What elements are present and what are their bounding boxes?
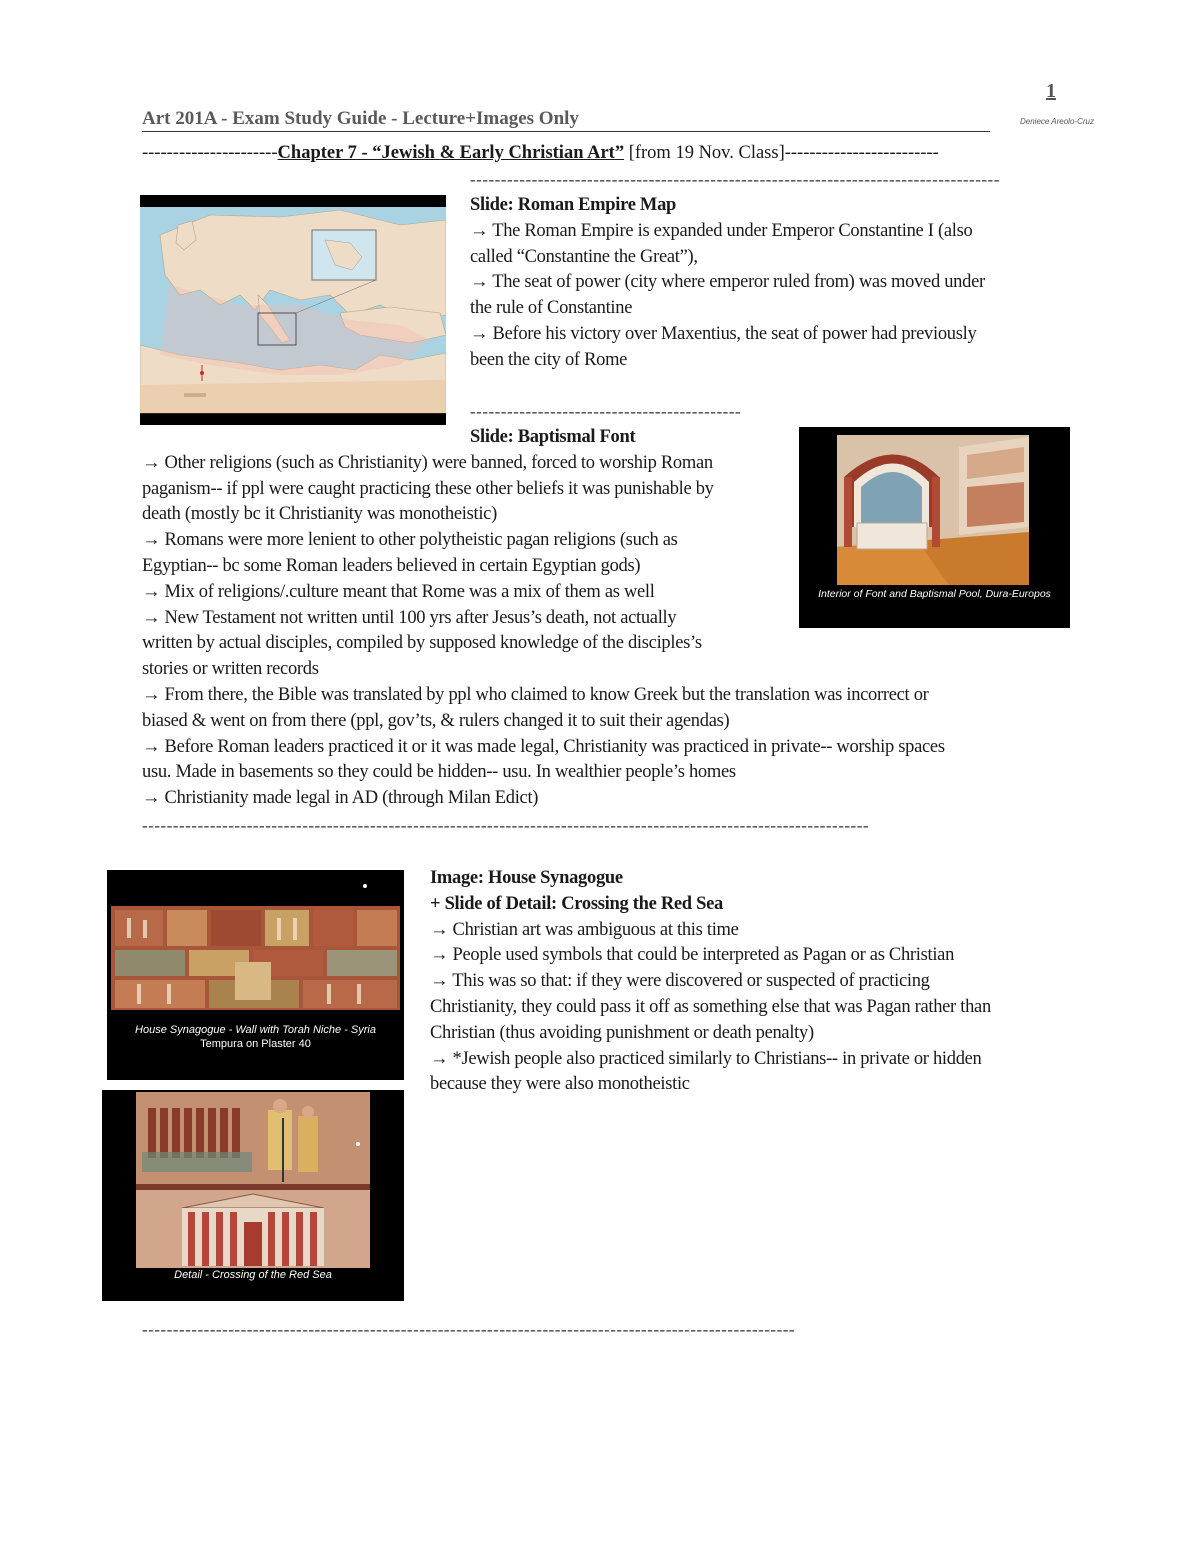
chapter-title: Chapter 7 - “Jewish & Early Christian Art” xyxy=(277,143,625,163)
separator-2: -------------------------------------------- xyxy=(470,402,742,421)
text-line: → Other religions (such as Christianity) were banned, forced to worship Roman xyxy=(142,452,713,473)
text-line: usu. Made in basements so they could be hidden-- usu. In wealthier people’s homes xyxy=(142,762,736,783)
text-line: written by actual disciples, compiled by supposed knowledge of the disciples’s xyxy=(142,633,702,654)
text-line: → Romans were more lenient to other polytheistic pagan religions (such as xyxy=(142,530,678,551)
baptismal-font-caption: Interior of Font and Baptismal Pool, Dura-Europos xyxy=(818,588,1051,600)
house-synagogue-caption-line1: House Synagogue - Wall with Torah Niche - Syria xyxy=(135,1024,376,1036)
text-line: → The seat of power (city where emperor ruled from) was moved under xyxy=(470,272,985,293)
text-line: → From there, the Bible was translated by ppl who claimed to know Greek but the translation was incorrect or xyxy=(142,684,929,705)
separator-1: -------------------------------------------------------------------------------------- xyxy=(470,170,1000,189)
heading-crossing-red-sea: + Slide of Detail: Crossing the Red Sea xyxy=(430,893,723,914)
crossing-red-sea-caption: Detail - Crossing of the Red Sea xyxy=(174,1269,332,1281)
text-line: called “Constantine the Great”), xyxy=(470,246,698,267)
document-title: Art 201A - Exam Study Guide - Lecture+Images Only xyxy=(142,107,990,132)
section-house-synagogue xyxy=(430,866,991,1098)
chapter-line xyxy=(142,141,939,166)
text-line: death (mostly bc it Christianity was monotheistic) xyxy=(142,504,497,525)
text-line: been the city of Rome xyxy=(470,349,628,370)
text-line: → People used symbols that could be interpreted as Pagan or as Christian xyxy=(430,945,955,966)
text-line: → Before his victory over Maxentius, the seat of power had previously xyxy=(470,323,977,344)
text-line: stories or written records xyxy=(142,659,319,680)
author-signature: Deniece Areolo-Cruz xyxy=(1020,117,1094,126)
house-synagogue-caption-line2: Tempura on Plaster 40 xyxy=(200,1038,311,1050)
roman-empire-map-image xyxy=(140,195,446,425)
text-line: → New Testament not written until 100 yrs after Jesus’s death, not actually xyxy=(142,607,677,628)
text-line: because they were also monotheistic xyxy=(430,1074,690,1095)
section-baptismal-font xyxy=(142,425,945,812)
page-number: 1 xyxy=(1046,80,1056,102)
heading-house-synagogue: Image: House Synagogue xyxy=(430,868,623,888)
section-map xyxy=(470,193,985,374)
chapter-dash-prefix: ---------------------- xyxy=(142,143,278,163)
separator-3: ---------------------------------------------------------------------------------------------------------------------- xyxy=(142,816,870,835)
separator-4: ---------------------------------------------------------------------------------------------------------- xyxy=(142,1320,796,1339)
text-line: Christianity, they could pass it off as something else that was Pagan rather than xyxy=(430,996,991,1017)
crossing-red-sea-image xyxy=(102,1090,404,1301)
text-line: → Mix of religions/.culture meant that Rome was a mix of them as well xyxy=(142,581,655,602)
text-line: → *Jewish people also practiced similarly to Christians-- in private or hidden xyxy=(430,1048,982,1069)
text-line: → Christian art was ambiguous at this time xyxy=(430,919,739,940)
chapter-dash-suffix: ------------------------- xyxy=(784,143,939,163)
text-line: → This was so that: if they were discovered or suspected of practicing xyxy=(430,971,930,992)
text-line: biased & went on from there (ppl, gov’ts, & rulers changed it to suit their agendas) xyxy=(142,710,730,731)
text-line: Christian (thus avoiding punishment or death penalty) xyxy=(430,1022,814,1043)
text-line: → Christianity made legal in AD (through Milan Edict) xyxy=(142,788,539,809)
text-line: Egyptian-- bc some Roman leaders believed in certain Egyptian gods) xyxy=(142,555,641,576)
text-line: → The Roman Empire is expanded under Emperor Constantine I (also xyxy=(470,220,973,241)
text-line: the rule of Constantine xyxy=(470,298,633,319)
heading-baptismal-font: Slide: Baptismal Font xyxy=(470,427,636,447)
heading-roman-empire-map: Slide: Roman Empire Map xyxy=(470,195,677,215)
chapter-note: [from 19 Nov. Class] xyxy=(624,143,785,163)
house-synagogue-image xyxy=(107,870,404,1080)
text-line: → Before Roman leaders practiced it or it was made legal, Christianity was practiced in private-- worship spaces xyxy=(142,736,945,757)
text-line: paganism-- if ppl were caught practicing these other beliefs it was punishable by xyxy=(142,478,714,499)
